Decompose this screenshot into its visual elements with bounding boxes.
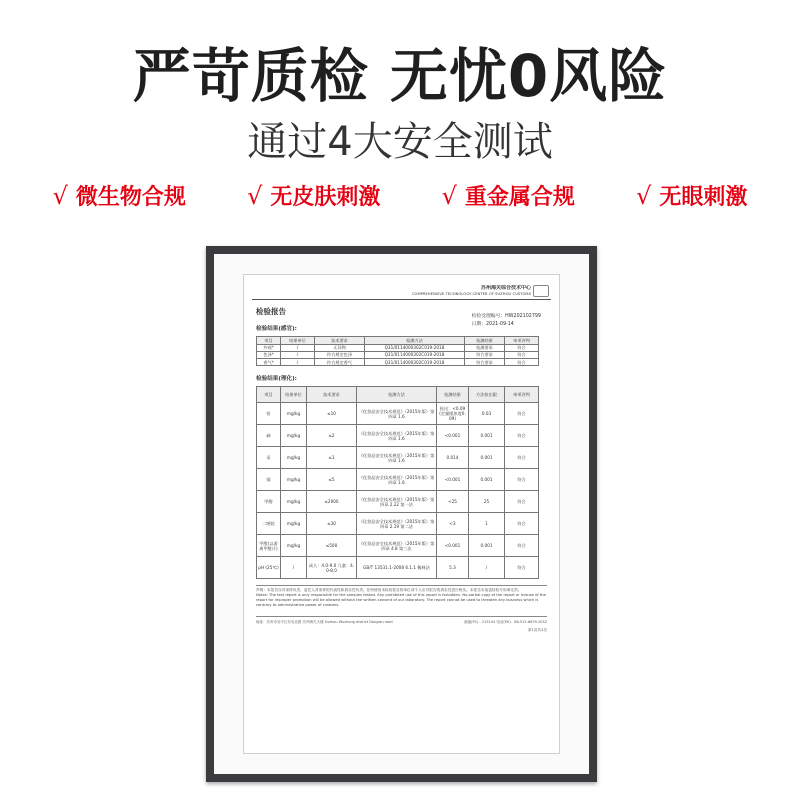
table-cell: / [281,557,307,579]
table-cell: mg/kg [281,447,307,469]
table-cell: 铅 [257,403,281,425]
table-cell: 符合规定香气 [315,359,365,366]
table-cell: 《化妆品安全技术规范》（2015年版）第四章 1.6 [357,447,437,469]
table-cell: mg/kg [281,535,307,557]
table-cell: <0.001 [437,425,469,447]
table-cell: 甲醛(以游离甲醛计) [257,535,281,557]
physchem-section-title: 检验结果(理化): [256,376,297,383]
table-cell: ≤30 [307,513,357,535]
address-left: 地址：苏州市吴中区东吴北路 苏州海关大楼 Suzhou Wuzhong district Dongwu road [256,620,393,625]
table-cell: 检测要求 [465,344,505,351]
table-cell: 甲醇 [257,491,281,513]
table-cell: 镉 [257,469,281,491]
report-date-label: 日期： [471,321,486,327]
sensory-section-title: 检验结果(感官): [256,326,297,333]
table-row [257,535,539,557]
table-cell: pH (25℃) [257,557,281,579]
table-cell: ≤5 [307,469,357,491]
table-header: 结果单位 [281,337,315,344]
check-item [247,180,380,211]
table-cell: <3 [437,513,469,535]
table-cell: mg/kg [281,425,307,447]
table-cell: ≤1 [307,447,357,469]
report-header [252,285,551,307]
table-header: 结果单位 [281,387,307,403]
table-row [257,513,539,535]
table-header: 检测结果 [437,387,469,403]
table-cell: 香气* [257,359,281,366]
table-header: 单项评判 [505,337,539,344]
table-row [257,557,539,579]
table-header: 项目 [257,337,281,344]
check-icon: √ [247,181,263,210]
table-header: 检测结果 [465,337,505,344]
table-cell: 外观* [257,344,281,351]
table-header: 项目 [257,387,281,403]
table-cell: 《化妆品安全技术规范》（2015年版）第四章 1.6 [357,403,437,425]
check-label: 微生物合规 [75,185,186,210]
table-cell: mg/kg [281,403,307,425]
table-cell: / [469,557,505,579]
inspection-report [252,285,551,745]
table-cell: / [281,351,315,358]
table-cell: <0.001 [437,469,469,491]
table-cell: ≤2000 [307,491,357,513]
table-row [257,403,539,425]
table-cell: 0.001 [469,469,505,491]
report-number-label: 检验受理编号： [471,314,506,319]
table-cell: 符合 [505,469,539,491]
table-cell: 砷 [257,425,281,447]
table-cell: <25 [437,491,469,513]
table-header: 方法检出限 [469,387,505,403]
frame-mat [243,274,560,754]
table-cell: 0.001 [469,425,505,447]
table-cell: <0.001 [437,535,469,557]
table-cell: 符合 [505,403,539,425]
physchem-table [256,386,539,579]
check-item [53,180,186,211]
report-address [256,616,547,625]
table-cell: 《化妆品安全技术规范》（2015年版）第四章 2.19 第二法 [357,513,437,535]
check-icon: √ [52,181,68,210]
table-header: 检测方法 [365,337,465,344]
table-cell: 《化妆品安全技术规范》（2015年版）第四章 4.8 第三法 [357,535,437,557]
table-cell: ≤10 [307,403,357,425]
table-cell: 汞 [257,447,281,469]
table-cell: 0.03 [469,403,505,425]
table-row [257,351,539,358]
report-date: 2021-09-14 [485,321,514,327]
customs-logo-icon [533,285,549,297]
check-icon: √ [636,181,652,210]
table-cell: 《化妆品安全技术规范》（2015年版）第四章 1.6 [357,469,437,491]
table-cell: 二噁烷 [257,513,281,535]
table-cell: Q31/0114000302C019-2018 [365,344,465,351]
table-row [257,447,539,469]
table-cell: 符合要求 [465,359,505,366]
check-item [636,180,747,211]
footnote-en: Notes: The test report is only responsible for the samples tested. Any prohibited use of this report is forbidden. No partial copy of the report or misuse of the report for improper promotion will be allowed without the written consent of our laboratory. The report cannot be used to threaten any business which is contrary to administrative power of customs. [256,593,546,608]
table-cell: 符合要求 [465,351,505,358]
table-cell: / [281,359,315,366]
table-row [257,359,539,366]
table-header-row [257,337,539,344]
table-cell: / [281,344,315,351]
table-cell: 《化妆品安全技术规范》（2015年版）第四章 2.22 第一法 [357,491,437,513]
table-cell: Q31/0114000302C019-2018 [365,351,465,358]
table-cell: mg/kg [281,469,307,491]
table-row [257,425,539,447]
sensory-table [256,336,539,366]
table-cell: 0.001 [469,535,505,557]
check-list [0,180,800,211]
table-cell: 《化妆品安全技术规范》（2015年版）第四章 1.6 [357,425,437,447]
org-name-cn: 苏州海关综合技术中心 [480,285,531,291]
table-header: 技术要求 [315,337,365,344]
table-row [257,344,539,351]
table-cell: 符合 [505,425,539,447]
report-title: 检验报告 [256,307,286,316]
table-cell: 符合 [505,447,539,469]
org-name-en: COMPREHENSIVE TECHNOLOGY CENTER OF SUZHOU CUSTOMS [411,292,531,296]
check-label: 无眼刺激 [659,185,748,210]
table-header-row [257,387,539,403]
footnote-cn: 声明：本报告仅对来样负责，委托人对来样的代表性和真实性负责。任何使用本检验报告的单位或个人应对报告的真实性进行核实。本报告未加盖检验专用章无效。 [256,588,522,593]
table-row [257,491,539,513]
headline: 严苛质检 无忧0风险 [132,42,668,110]
table-cell: Q31/0114000302C019-2018 [365,359,465,366]
table-cell: mg/kg [281,513,307,535]
report-number: HW202102799 [505,314,541,319]
check-item [442,180,575,211]
table-cell: 5.3 [437,557,469,579]
table-cell: 符合 [505,535,539,557]
table-cell: 25 [469,491,505,513]
page-number: 第1页共4页 [528,627,547,632]
check-icon: √ [441,181,457,210]
table-cell: 色泽* [257,351,281,358]
report-footnote [256,585,547,608]
table-cell: ≤500 [307,535,357,557]
table-cell: ≤2 [307,425,357,447]
table-cell: 符合 [505,359,539,366]
table-cell: 1 [469,513,505,535]
table-cell: mg/kg [281,491,307,513]
table-cell: GB/T 13531.1-2008 6.1.1 稀释法 [357,557,437,579]
table-cell: 无异物 [315,344,365,351]
table-cell: 符合 [505,491,539,513]
address-right: 邮编(PC)：215104 电话(Tel)：86-512-6639-2052 [464,620,547,625]
table-cell: 检出：<0.09(定量限浓度0.09) [437,403,469,425]
table-cell: 符合 [505,513,539,535]
table-header: 技术要求 [307,387,357,403]
table-cell: 符合 [505,351,539,358]
check-label: 重金属合规 [464,185,575,210]
subheadline: 通过4大安全测试 [247,119,553,165]
table-row [257,469,539,491]
table-header: 检测方法 [357,387,437,403]
report-meta [472,313,541,328]
table-cell: 符合规定色泽 [315,351,365,358]
table-cell: 0.014 [437,447,469,469]
table-cell: 符合 [505,557,539,579]
table-header: 单项评判 [505,387,539,403]
header-divider [252,299,551,300]
picture-frame [206,246,597,782]
table-cell: 符合 [505,344,539,351]
table-cell: 0.001 [469,447,505,469]
check-label: 无皮肤刺激 [270,185,381,210]
table-cell: 成人：4.0-9.0 儿童：4.0-8.0 [307,557,357,579]
